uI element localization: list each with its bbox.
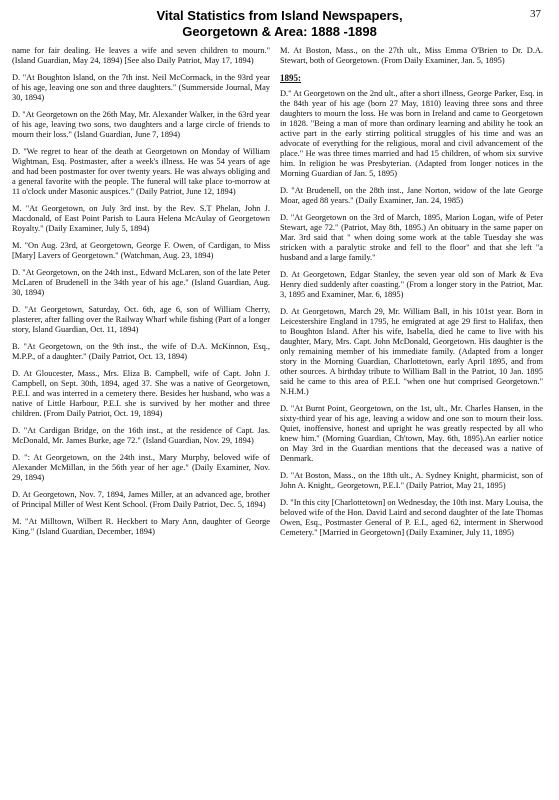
year-heading: 1895:	[280, 73, 301, 83]
entry: B. "At Georgetown, on the 9th inst., the wife of D.A. McKinnon, Esq., M.P.P., of a daughter." (Daily Patriot, Oct. 13, 1894)	[12, 342, 270, 361]
entry: D. At Georgetown, Nov. 7, 1894, James Miller, at an advanced age, brother of Principal Miller of West Kent School. (From Daily Patriot, Dec. 5, 1894)	[12, 490, 270, 509]
entry: D. At Gloucester, Mass., Mrs. Eliza B. Campbell, wife of Capt. John J. Campbell, on Sept. 30th, 1894, aged 37. She was a native of Georgetown, P.E.I. and was interred in a cemetery there. Besides her husband, who was a native of Little Harbour, P.E.I. she is survived by her mother and three children. (From Daily Patriot, Oct. 19, 1894)	[12, 369, 270, 418]
entry: D. At Georgetown, March 29, Mr. William Ball, in his 101st year. Born in Leicestershire England in 1795, he emigrated at age 29 first to Halifax, then to Boughton Island. After his wife, Isabella, died he came to live with his daughter, Mary, Mrs. Capt. John McDonald, Georgetown. His daughter is the only remaining member of his immediate family. (Adapted from a longer story in the Morning Guardian, Charlottetown, early April 1895, and from other sources. A birthday tribute to William Ball in the Patriot, 10 Jan. 1895 said he came to this area of P.E.I. "when one hut comprised Georgetown." N.H.M.)	[280, 307, 543, 396]
entry: D. "At Boston, Mass., on the 18th ult., A. Sydney Knight, pharmicist, son of John A. Knight,. Georgetown, P.E.I." (Daily Patriot, May 21, 1895)	[280, 471, 543, 490]
entry: D. "At Brudenell, on the 28th inst., Jane Norton, widow of the late George Moar, aged 88 years." (Daily Examiner, Jan. 24, 1985)	[280, 186, 543, 205]
left-column	[12, 46, 270, 796]
document-columns	[12, 46, 549, 796]
entry: D. At Georgetown, Edgar Stanley, the seven year old son of Mark & Eva Henry died suddenly after coasting." (From a longer story in the Patriot, Mar. 3, 1895 and Examiner, Mar. 6, 1895)	[280, 270, 543, 299]
entry: D. ": At Georgetown, on the 24th inst., Mary Murphy, beloved wife of Alexander McMillan, in the 56th year of her age." (Daily Examiner, Nov. 29, 1894)	[12, 453, 270, 482]
entry: D." At Georgetown on the 2nd ult., after a short illness, George Parker, Esq. in the 84th year of his age (born 27 May, 1810) leaving three sons and three daughters to mourn the loss. He was born in Ireland and came to Georgetown in 1828. "Being a man of more than ordinary learning and ability he took an active part in the early stirring political struggles of his time and was an advocate of everything for the religious, moral and civil advancement of the place." He was three times married and had 15 children, of whom six survive him. In religion he was Presbyterian. (Adapted from longer notices in the Morning Guardian of Jan. 5, 1895)	[280, 89, 543, 178]
entry: D. "At Georgetown on the 26th May, Mr. Alexander Walker, in the 63rd year of his age, leaving two sons, two daughters and a large circle of friends to mourn their loss." (Island Guardian, June 7, 1894)	[12, 110, 270, 139]
entry: D. "At Georgetown on the 3rd of March, 1895, Marion Logan, wife of Peter Stewart, age 72." (Patriot, May 8th, 1895.) An obituary in the same paper on Mar. 3rd said that " when doing some work at the table Tuesday she was stricken with a paralytic stroke and fell to the floor" and that she left "a husband and a large family."	[280, 213, 543, 262]
right-column	[280, 46, 543, 796]
page-subtitle: Georgetown & Area: 1888 -1898	[182, 24, 377, 39]
entry: D. "At Georgetown, on the 24th inst., Edward McLaren, son of the late Peter McLaren of Brudenell in the 34th year of his age." (Island Guardian, Aug. 30, 1894)	[12, 268, 270, 297]
page-header	[0, 8, 559, 42]
entry: D. "We regret to hear of the death at Georgetown on Monday of William Wightman, Esq. Postmaster, after a week's illness. He was 54 years of age and had been postmaster for over twenty years. He was always obliging and a general favorite with the people. The funeral will take place to-morrow at 11 o'clock under Masonic auspices." (Daily Patriot, June 12, 1894)	[12, 147, 270, 196]
entry: name for fair dealing. He leaves a wife and seven children to mourn." (Island Guardian, May 24, 1894) [See also Daily Patriot, May 17, 1894)	[12, 46, 270, 65]
entry: D. "At Burnt Point, Georgetown, on the 1st, ult., Mr. Charles Hansen, in the sixty-third year of his age, leaving a widow and one son to mourn their loss. Quiet, inoffensive, honest and upright he was greatly respected by all who knew him." (Morning Guardian, Ch'town, May. 6th, 1895).An earlier notice on May 3rd in the Guardian mentions that the deceased was a native of Denmark.	[280, 404, 543, 463]
page-number: 37	[530, 8, 541, 20]
page-title: Vital Statistics from Island Newspapers,	[156, 8, 403, 23]
entry: D. "At Cardigan Bridge, on the 16th inst., at the residence of Capt. Jas. McDonald, Mr. James Burke, age 72." (Island Guardian, Nov. 29, 1894)	[12, 426, 270, 445]
entry: D. "In this city [Charlottetown] on Wednesday, the 10th inst. Mary Louisa, the beloved wife of the Hon. David Laird and second daughter of the late Thomas Owen, Esq., Postmaster General of P. E.I., aged 62, interment in Sherwood Cemetery." [Married in Georgetown] (Daily Examiner, July 11, 1895)	[280, 498, 543, 537]
entry: D. "At Georgetown, Saturday, Oct. 6th, age 6, son of William Cherry, plasterer, after falling over the Railway Wharf while fishing (Part of a longer story, Island Guardian, Oct. 11, 1894)	[12, 305, 270, 334]
entry: M. "On Aug. 23rd, at Georgetown, George F. Owen, of Cardigan, to Miss [Mary] Lavers of Georgetown." (Watchman, Aug. 23, 1894)	[12, 241, 270, 260]
entry: M. At Boston, Mass., on the 27th ult., Miss Emma O'Brien to Dr. D.A. Stewart, both of Georgetown. (From Daily Examiner, Jan. 5, 1895)	[280, 46, 543, 65]
entry: M. "At Georgetown, on July 3rd inst. by the Rev. S.T Phelan, John J. Macdonald, of East Point Parish to Laura Helena McAulay of Georgetown Royalty." (Daily Examiner, July 5, 1894)	[12, 204, 270, 233]
entry: M. "At Milltown, Wilbert R. Heckbert to Mary Ann, daughter of George King." (Island Guardian, December, 1894)	[12, 517, 270, 536]
entry: D. "At Boughton Island, on the 7th inst. Neil McCormack, in the 93rd year of his age, leaving one son and three daughters." (Summerside Journal, May 30, 1894)	[12, 73, 270, 102]
